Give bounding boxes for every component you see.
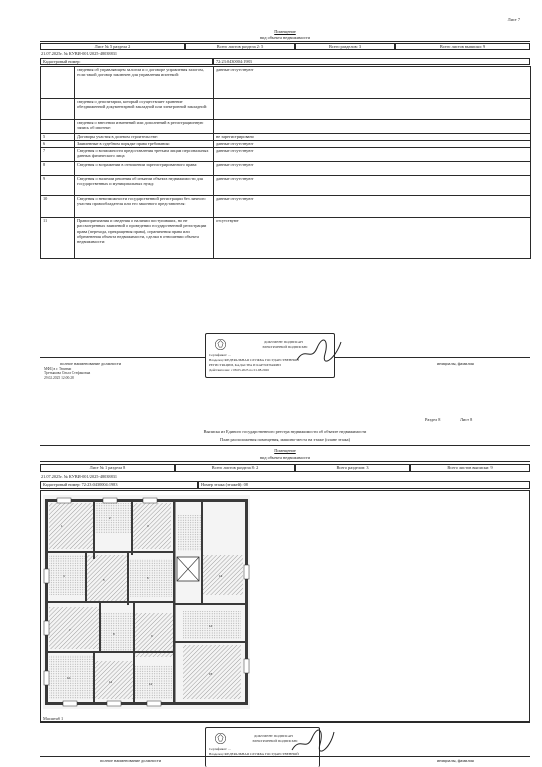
cadastral-field [40, 481, 198, 489]
divider [40, 461, 530, 462]
svg-text:15: 15 [209, 672, 213, 676]
svg-text:2: 2 [109, 516, 111, 520]
row-label: Сведения о невозможности государственной регистрации без личного участия правообладателя или его законного представителя: [75, 196, 214, 218]
stamp-title: ДОКУМЕНТ ПОДПИСАН [254, 734, 293, 738]
row-number: 6 [41, 141, 75, 148]
table-row [41, 134, 531, 141]
total-sheets-section: Всего листов раздела 2: 5 [185, 43, 295, 50]
row-number: 11 [41, 218, 75, 259]
row-number: 5 [41, 134, 75, 141]
row-label: Договоры участия в долевом строительстве: [75, 134, 214, 141]
cadastral-label: Кадастровый номер: [40, 58, 213, 65]
row-value: данные отсутствуют [214, 148, 531, 162]
table-row [41, 218, 531, 259]
floor-field [198, 481, 530, 489]
stamp-line: Владелец: ФЕДЕРАЛЬНАЯ СЛУЖБА ГОСУДАРСТВЕННОЙ [209, 752, 299, 756]
object-type-title: Помещение [274, 29, 296, 34]
table-row [41, 196, 531, 218]
row-value: не зарегистрировано [214, 134, 531, 141]
svg-text:4: 4 [63, 574, 65, 578]
row-number: 8 [41, 162, 75, 176]
object-type-subtitle: вид объекта недвижимости [260, 35, 310, 40]
floor-plan-image [43, 495, 250, 709]
row-value: данные отсутствуют [214, 196, 531, 218]
svg-text:10: 10 [67, 676, 71, 680]
sheet-number: Лист 7 [507, 17, 520, 22]
extract-heading: Выписка из Единого государственного реестра недвижимости об объекте недвижимости [203, 429, 367, 434]
object-type-title: Помещение [274, 448, 296, 453]
total-sections: Всего разделов: 3 [295, 43, 395, 50]
extract-date-number: 21.07.2025г. № КУВИ-001/2025-48038831 [41, 51, 118, 56]
row-number: 9 [41, 176, 75, 196]
svg-text:9: 9 [151, 634, 153, 638]
row-value [214, 120, 531, 134]
stamp-line: Действителен: с 08.05.2025 по 01.08.2026 [209, 368, 269, 372]
plan-scale: Масштаб 1 [43, 716, 64, 721]
row-number [41, 67, 75, 99]
table-row [41, 99, 531, 120]
table-row [41, 148, 531, 162]
total-sheets: Всего листов выписки: 9 [410, 464, 530, 472]
svg-text:13: 13 [219, 574, 223, 578]
total-sections: Всего разделов: 3 [295, 464, 410, 472]
svg-text:14: 14 [209, 624, 213, 628]
stamp-line: Сертификат: ... [209, 747, 231, 751]
signature-icon [295, 336, 343, 366]
cadastral-number: 72:23:0430004:1983 [213, 58, 530, 65]
row-label: Сведения о наличии решения об изъятии объекта недвижимости для государственных и муниципальных нужд: [75, 176, 214, 196]
svg-text:6: 6 [147, 576, 149, 580]
row-label: Сведения о возможности предоставления третьим лицам персональных данных физического лица [75, 148, 214, 162]
mfc-note-line: МФЦ в г. Тюмени [44, 367, 72, 371]
svg-text:12: 12 [149, 682, 153, 686]
footer-line [40, 756, 530, 757]
mfc-note-line: 29.02.2025 12:00:28 [44, 375, 74, 380]
floor-label: Номер этажа (этажей): [201, 482, 243, 487]
sheet-number: Лист 8 [460, 417, 473, 422]
table-row [41, 176, 531, 196]
total-sheets-section: Всего листов раздела 8: 2 [175, 464, 295, 472]
rights-table [40, 66, 531, 259]
svg-text:7: 7 [69, 628, 71, 632]
svg-text:5: 5 [103, 578, 105, 582]
stamp-subtitle: ЭЛЕКТРОННОЙ ПОДПИСЬЮ [252, 739, 298, 743]
row-value: отсутствуют [214, 218, 531, 259]
row-label: Сведения о возражении в отношении зарегистрированного права: [75, 162, 214, 176]
row-label: Правопритязания и сведения о наличии поступивших, но не рассмотренных заявлений о проведении государственной регистрации права (перехода, прекращения права), ограничения права или обременения объекта недвижимости, сделки в отношении объекта недвижимости: [75, 218, 214, 259]
floor-value: 08 [243, 482, 248, 487]
stamp-line: Сертификат: ... [209, 353, 231, 357]
mfc-note [44, 367, 90, 380]
divider [40, 41, 530, 42]
emblem-icon [214, 338, 227, 351]
stamp-title: ДОКУМЕНТ ПОДПИСАН [264, 340, 303, 344]
divider [40, 722, 530, 723]
row-label: сведения об управляющем залогом и о договоре управления залогом, если такой договор заключен для управления ипотекой: [75, 67, 214, 99]
table-row [41, 162, 531, 176]
svg-text:11: 11 [109, 680, 113, 684]
stamp-line: РЕГИСТРАЦИИ, КАДАСТРА И КАРТОГРАФИИ [209, 363, 281, 367]
sheet-of-section: Лист № 5 раздела 2 [40, 43, 185, 50]
row-label: сведения о внесении изменений или дополнений в регистрационную запись об ипотеке: [75, 120, 214, 134]
mfc-note-line: Третьякова Ольга Стефановна [44, 371, 91, 376]
row-number: 10 [41, 196, 75, 218]
table-row [41, 141, 531, 148]
stamp-subtitle: ЭЛЕКТРОННОЙ ПОДПИСЬЮ [262, 345, 308, 349]
row-label: Заявленные в судебном порядке права требования: [75, 141, 214, 148]
stamp-line: Владелец: ФЕДЕРАЛЬНАЯ СЛУЖБА ГОСУДАРСТВЕННОЙ [209, 358, 299, 362]
name-label: инициалы, фамилия [437, 361, 474, 366]
plan-heading: План расположения помещения, машино-места на этаже (плане этажа) [219, 437, 350, 442]
row-label: сведения о депозитарии, который осуществляет хранение обездвиженной документарной закладной или электронной закладной: [75, 99, 214, 120]
row-value: данные отсутствуют [214, 176, 531, 196]
cadastral-label: Кадастровый номер: [43, 482, 81, 487]
extract-date-number: 21.07.2025г. № КУВИ-001/2025-48038831 [41, 474, 118, 479]
position-label: полное наименование должности [100, 758, 162, 763]
divider [40, 445, 530, 446]
cadastral-number: 72:23:0430004:1983 [81, 482, 118, 487]
sheet-of-section: Лист № 1 раздела 8 [40, 464, 175, 472]
svg-text:1: 1 [61, 524, 63, 528]
emblem-icon [214, 732, 227, 745]
signature-icon [290, 728, 336, 756]
row-value: данные отсутствуют [214, 162, 531, 176]
floor-plan-drawing [43, 495, 250, 709]
svg-text:8: 8 [113, 632, 115, 636]
row-number [41, 120, 75, 134]
table-row [41, 120, 531, 134]
object-type-subtitle: вид объекта недвижимости [260, 455, 310, 460]
row-value: данные отсутствуют [214, 141, 531, 148]
row-number: 7 [41, 148, 75, 162]
row-number [41, 99, 75, 120]
svg-text:3: 3 [147, 524, 149, 528]
name-label: инициалы, фамилия [437, 758, 474, 763]
row-value [214, 99, 531, 120]
table-row [41, 67, 531, 99]
position-label: полное наименование должности [60, 361, 122, 366]
section-number: Раздел 8 [425, 417, 441, 422]
total-sheets: Всего листов выписки: 9 [395, 43, 530, 50]
row-value: данные отсутствуют [214, 67, 531, 99]
